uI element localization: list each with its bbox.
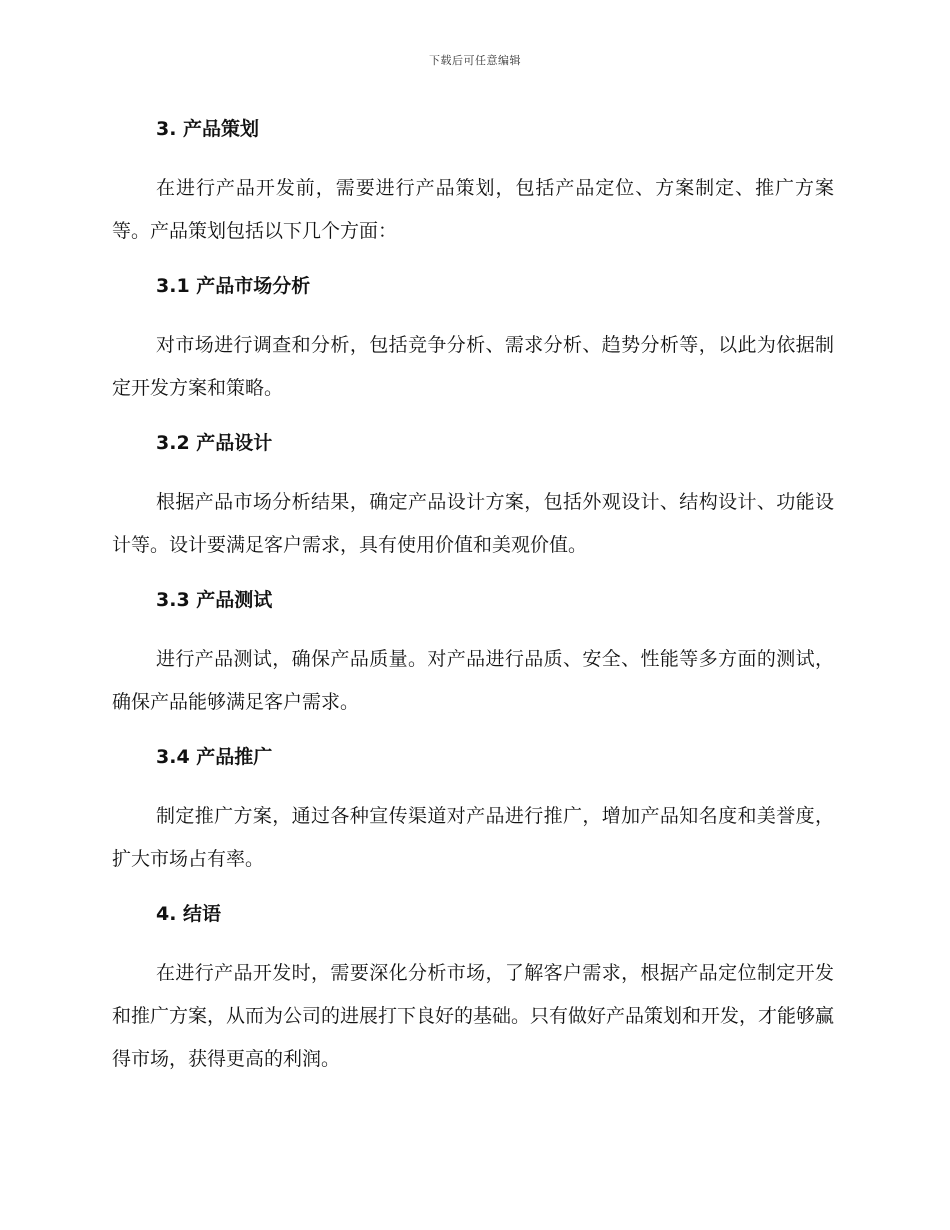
page-header: 下载后可任意编辑 <box>429 54 521 67</box>
section-heading-3: 3. 产品策划 <box>156 118 260 140</box>
section-paragraph-3-3: 进行产品测试，确保产品质量。对产品进行品质、安全、性能等多方面的测试，确保产品能够满足客户需求。 <box>112 648 834 713</box>
section-heading-3-4: 3.4 产品推广 <box>156 746 273 768</box>
section-paragraph-3-1: 对市场进行调查和分析，包括竞争分析、需求分析、趋势分析等，以此为依据制定开发方案和策略。 <box>112 334 834 399</box>
section-heading-4: 4. 结语 <box>156 903 222 925</box>
section-paragraph-3: 在进行产品开发前，需要进行产品策划，包括产品定位、方案制定、推广方案等。产品策划包括以下几个方面： <box>112 177 834 242</box>
document-body <box>112 110 834 1081</box>
section-heading-3-1: 3.1 产品市场分析 <box>156 275 311 297</box>
section-paragraph-3-4: 制定推广方案，通过各种宣传渠道对产品进行推广，增加产品知名度和美誉度，扩大市场占有率。 <box>112 805 834 870</box>
section-paragraph-3-2: 根据产品市场分析结果，确定产品设计方案，包括外观设计、结构设计、功能设计等。设计要满足客户需求，具有使用价值和美观价值。 <box>112 491 834 556</box>
section-heading-3-2: 3.2 产品设计 <box>156 432 273 454</box>
section-heading-3-3: 3.3 产品测试 <box>156 589 273 611</box>
section-paragraph-4: 在进行产品开发时，需要深化分析市场，了解客户需求，根据产品定位制定开发和推广方案，从而为公司的进展打下良好的基础。只有做好产品策划和开发，才能够赢得市场，获得更高的利润。 <box>112 962 835 1070</box>
